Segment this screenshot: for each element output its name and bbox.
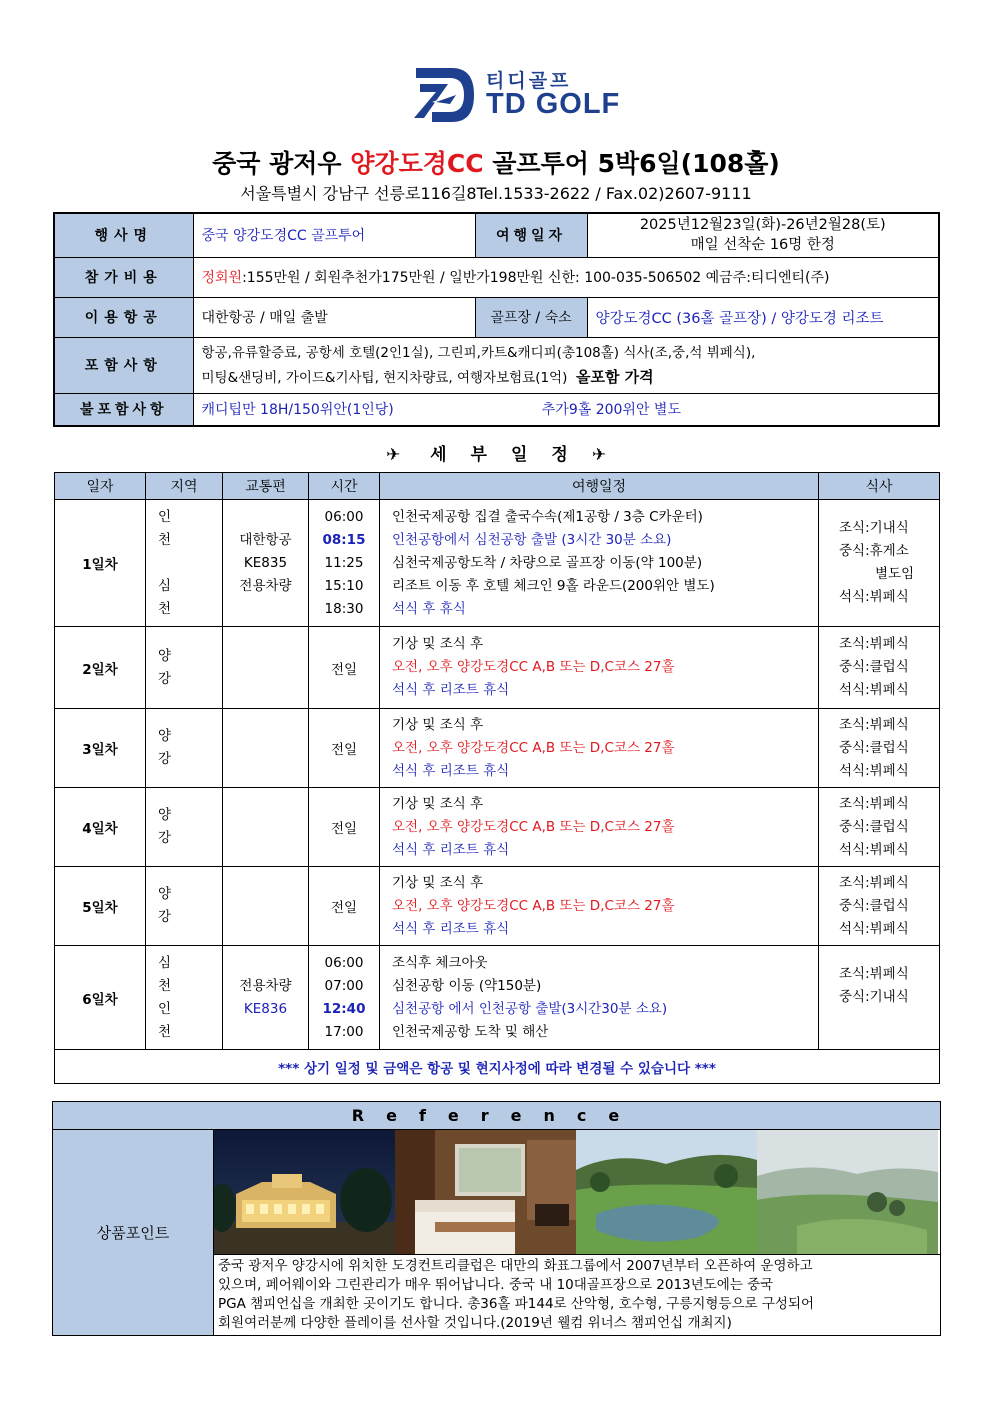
tour-info-table: [53, 212, 940, 427]
date-line1: 2025년12월23일(화)-26년2월28(토): [639, 217, 886, 234]
exclude-value2: 추가9홀 200위안 별도: [541, 402, 681, 419]
meal-text: 조식:뷔페식: [839, 636, 909, 652]
schedule-header-row: [55, 473, 940, 500]
title-part2: 골프투어 5박6일(108홀): [483, 149, 780, 178]
plan-line: 심천국제공항도착 / 차량으로 골프장 이동(약 100분): [392, 554, 703, 571]
meal-text: 중식:기내식: [839, 989, 909, 1005]
plan-line: 리조트 이동 후 호텔 체크인 9홀 라운드(200위안 별도): [392, 577, 715, 594]
meal-text: 조식:뷔페식: [839, 716, 909, 733]
transport-text: 전용차량: [239, 577, 292, 594]
header-day: 일자: [55, 473, 146, 500]
transport-cell: [223, 500, 309, 627]
plan-line: 기상 및 조식 후: [392, 795, 484, 812]
meal-text: 조식:기내식: [839, 520, 909, 536]
date-value: [587, 213, 939, 257]
meal-text: 석식:뷔페식: [839, 589, 909, 605]
meal-cell: [819, 500, 940, 627]
time-text: 06:00: [324, 508, 364, 525]
cost-prefix: 정회원: [201, 270, 243, 286]
info-row-event: [54, 213, 939, 257]
transport-text: 대한항공: [239, 531, 292, 548]
brand-name-english: TD GOLF: [486, 88, 621, 120]
plan-line: 기상 및 조식 후: [392, 874, 484, 891]
info-row-airline: [54, 297, 939, 337]
meal-text: 조식:뷔페식: [839, 966, 909, 982]
plan-line: 오전, 오후 양강도경CC A,B 또는 D,C코스 27홀: [392, 739, 675, 756]
exclude-label: 불포함사항: [54, 393, 193, 426]
time-text: 06:00: [324, 954, 364, 971]
plan-line: 기상 및 조식 후: [392, 716, 484, 733]
info-row-cost: [54, 257, 939, 297]
info-row-include: [54, 337, 939, 393]
schedule-title-text: 세부일정: [430, 445, 592, 465]
header-meal: 식사: [819, 473, 940, 500]
resort-night-photo: [214, 1130, 395, 1254]
region-cell: [146, 709, 223, 788]
golf-lake-photo: [576, 1130, 757, 1254]
hotel-room-photo: [395, 1130, 576, 1254]
time-text: 전일: [309, 788, 380, 867]
schedule-row-day3: [55, 709, 940, 788]
header-time: 시간: [309, 473, 380, 500]
day-label: 2일차: [55, 627, 146, 709]
region-cell: [146, 500, 223, 627]
meal-cell: [819, 946, 940, 1050]
region-cell: [146, 946, 223, 1050]
time-text: 17:00: [324, 1023, 364, 1040]
transport-text: KE836: [243, 1000, 288, 1017]
exclude-value1: 캐디팁만 18H/150위안(1인당): [201, 402, 394, 419]
plan-line: 석식 후 리조트 휴식: [392, 841, 510, 858]
transport-cell: [223, 627, 309, 709]
desc-line: 중국 광저우 양강시에 위치한 도경컨트리클럽은 대만의 화표그룹에서 2007년부터 오픈하여 운영하고: [218, 1258, 813, 1274]
course-label: 골프장 / 숙소: [475, 297, 587, 337]
airplane-icon: ✈: [591, 445, 607, 465]
itinerary-cell: [380, 946, 819, 1050]
meal-text: 석식:뷔페식: [839, 841, 909, 858]
region-cell: [146, 627, 223, 709]
plan-line: 석식 후 리조트 휴식: [392, 762, 510, 779]
region-text: 심천: [158, 577, 198, 617]
itinerary-cell: [380, 867, 819, 946]
include-emphasis: 올포함 가격: [575, 367, 654, 386]
region-text: 양강: [158, 728, 198, 767]
plan-line: 심천공항 이동 (약150분): [392, 977, 542, 994]
schedule-row-day1: [55, 500, 940, 627]
time-cell: [309, 946, 380, 1050]
airline-value: 대한항공 / 매일 출발: [193, 297, 475, 337]
meal-text: 중식:휴게소: [839, 543, 909, 559]
meal-text: 조식:뷔페식: [839, 795, 909, 812]
region-text: 양강: [158, 807, 198, 846]
desc-line: PGA 챔피언십을 개최한 곳이기도 합니다. 총36홀 파144로 산악형, 호수형, 구릉지형등으로 구성되어: [218, 1296, 815, 1312]
airline-label: 이용항공: [54, 297, 193, 337]
header-transport: 교통편: [223, 473, 309, 500]
transport-text: KE835: [243, 554, 288, 571]
meal-cell: [819, 709, 940, 788]
schedule-row-day6: [55, 946, 940, 1050]
schedule-table: [54, 472, 940, 1084]
day-label: 3일차: [55, 709, 146, 788]
plan-line: 오전, 오후 양강도경CC A,B 또는 D,C코스 27홀: [392, 659, 675, 675]
desc-line: 있으며, 페어웨이와 그린관리가 매우 뛰어납니다. 중국 내 10대골프장으로 2013년도에는 중국: [218, 1277, 774, 1293]
meal-text: 석식:뷔페식: [839, 762, 909, 779]
td-logo-mark-icon: [412, 62, 478, 128]
region-text: 양강: [158, 647, 198, 687]
plan-line: 오전, 오후 양강도경CC A,B 또는 D,C코스 27홀: [392, 818, 675, 835]
region-text: 인천: [158, 1000, 198, 1040]
plan-line: 인천공항에서 심천공항 출발 (3시간 30분 소요): [392, 531, 672, 548]
meal-text: 별도임: [875, 566, 915, 582]
plan-line: 인천국제공항 도착 및 해산: [392, 1023, 549, 1040]
include-line1: 항공,유류할증료, 공항세 호텔(2인1실), 그린피,카트&캐디피(총108홀) 식사(조,중,석 뷔페식),: [201, 344, 756, 361]
time-cell: [309, 500, 380, 627]
transport-cell: [223, 867, 309, 946]
schedule-row-day4: [55, 788, 940, 867]
title-part1: 중국 광저우: [212, 149, 351, 178]
day-label: 1일차: [55, 500, 146, 627]
meal-text: 중식:클럽식: [839, 739, 909, 756]
time-text: 전일: [309, 867, 380, 946]
region-text: 양강: [158, 886, 198, 925]
day-label: 5일차: [55, 867, 146, 946]
meal-text: 중식:클럽식: [839, 818, 909, 835]
reference-body-row: [53, 1130, 941, 1255]
meal-text: 중식:클럽식: [839, 897, 909, 914]
meal-text: 중식:클럽식: [839, 659, 909, 675]
plan-line: 인천국제공항 집결 출국수속(제1공항 / 3층 C카운터): [392, 508, 703, 525]
exclude-value: [193, 393, 939, 426]
schedule-notice-row: [55, 1050, 940, 1084]
header-region: 지역: [146, 473, 223, 500]
include-value: [193, 337, 939, 393]
title-highlight: 양강도경CC: [350, 149, 484, 178]
time-text: 전일: [309, 627, 380, 709]
product-point-label: 상품포인트: [53, 1130, 214, 1336]
itinerary-cell: [380, 500, 819, 627]
meal-text: 석식:뷔페식: [839, 682, 909, 698]
meal-cell: [819, 788, 940, 867]
product-description: [214, 1255, 941, 1336]
course-value: 양강도경CC (36홀 골프장) / 양강도경 리조트: [587, 297, 939, 337]
meal-cell: [819, 867, 940, 946]
date-label: 여행일자: [475, 213, 587, 257]
time-text: 15:10: [324, 577, 364, 594]
meal-text: 조식:뷔페식: [839, 874, 909, 891]
include-line2: 미팅&샌딩비, 가이드&기사팁, 현지차량료, 여행자보험료(1억): [201, 369, 568, 386]
transport-cell: [223, 709, 309, 788]
schedule-row-day2: [55, 627, 940, 709]
schedule-notice: *** 상기 일정 및 금액은 항공 및 현지사정에 따라 변경될 수 있습니다 ***: [55, 1050, 940, 1084]
plan-line: 석식 후 휴식: [392, 600, 466, 617]
region-cell: [146, 867, 223, 946]
td-golf-logo: [412, 62, 632, 128]
reference-table: [52, 1101, 941, 1336]
cost-label: 참가비용: [54, 257, 193, 297]
time-text: 18:30: [324, 600, 364, 617]
event-label: 행사명: [54, 213, 193, 257]
transport-text: 전용차량: [239, 977, 292, 994]
day-label: 6일차: [55, 946, 146, 1050]
time-text: 08:15: [322, 531, 366, 548]
info-row-exclude: [54, 393, 939, 426]
time-text: 전일: [309, 709, 380, 788]
cost-text: :155만원 / 회원추천가175만원 / 일반가198만원 신한: 100-035-506502 예금주:티디엔티(주): [242, 270, 830, 286]
meal-text: 석식:뷔페식: [839, 920, 909, 937]
transport-cell: [223, 946, 309, 1050]
region-text: 심천: [158, 954, 198, 994]
transport-cell: [223, 788, 309, 867]
brand-name-korean: 티디골프: [486, 70, 572, 92]
meal-cell: [819, 627, 940, 709]
plan-line: 심천공항 에서 인천공항 출발(3시간30분 소요): [392, 1000, 668, 1017]
itinerary-cell: [380, 788, 819, 867]
company-address: 서울특별시 강남구 선릉로116길8Tel.1533-2622 / Fax.02)2607-9111: [240, 184, 752, 203]
date-line2: 매일 선착순 16명 한정: [690, 237, 835, 254]
region-cell: [146, 788, 223, 867]
reference-photos: [214, 1130, 941, 1255]
itinerary-cell: [380, 627, 819, 709]
desc-line: 회원여러분께 다양한 플레이를 선사할 것입니다.(2019년 웰컴 위너스 챔피언십 개최지): [218, 1315, 732, 1331]
schedule-row-day5: [55, 867, 940, 946]
region-text: 인천: [158, 508, 198, 548]
reference-header-row: [53, 1102, 941, 1130]
time-text: 11:25: [324, 554, 364, 571]
schedule-title: [0, 440, 992, 465]
page-title: [0, 144, 992, 180]
plan-line: 석식 후 리조트 휴식: [392, 920, 510, 937]
reference-title: Reference: [53, 1102, 941, 1130]
plan-line: 조식후 체크아웃: [392, 954, 488, 971]
plan-line: 석식 후 리조트 휴식: [392, 682, 510, 698]
day-label: 4일차: [55, 788, 146, 867]
time-text: 07:00: [324, 977, 364, 994]
plan-line: 기상 및 조식 후: [392, 636, 484, 652]
plan-line: 오전, 오후 양강도경CC A,B 또는 D,C코스 27홀: [392, 897, 675, 914]
include-label: 포함사항: [54, 337, 193, 393]
cost-value: [193, 257, 939, 297]
time-text: 12:40: [322, 1000, 366, 1017]
golf-fog-photo: [757, 1130, 938, 1254]
itinerary-cell: [380, 709, 819, 788]
header-itinerary: 여행일정: [380, 473, 819, 500]
event-value: 중국 양강도경CC 골프투어: [193, 213, 475, 257]
airplane-icon: ✈: [385, 445, 401, 465]
